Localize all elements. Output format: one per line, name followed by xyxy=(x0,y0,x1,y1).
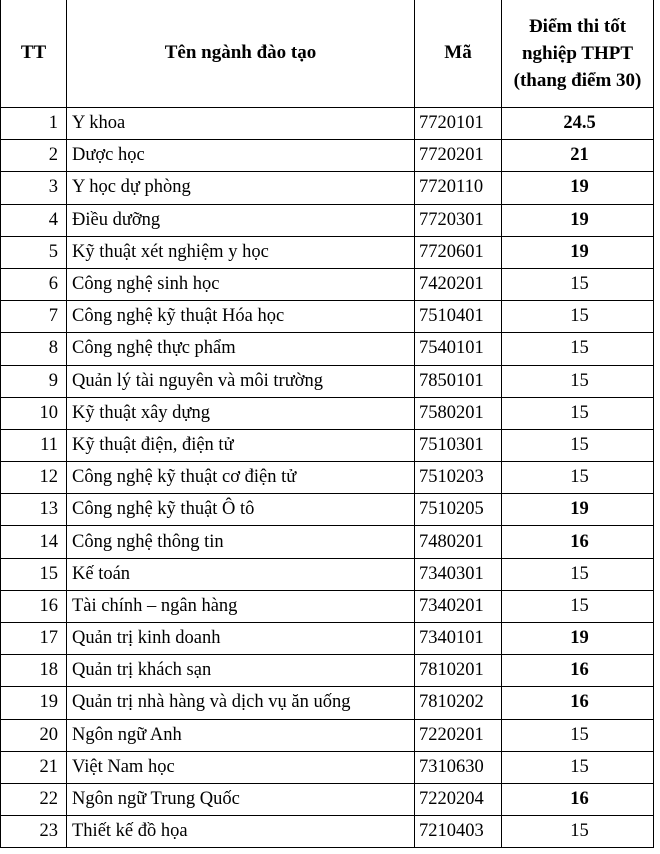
admission-score: 15 xyxy=(502,268,654,300)
table-row xyxy=(1,365,654,397)
row-number: 16 xyxy=(1,590,67,622)
major-code: 7720110 xyxy=(415,172,502,204)
table-row xyxy=(1,687,654,719)
admission-score: 15 xyxy=(502,816,654,848)
table-row xyxy=(1,140,654,172)
major-code: 7720301 xyxy=(415,204,502,236)
admission-score: 21 xyxy=(502,140,654,172)
row-number: 12 xyxy=(1,462,67,494)
admission-score: 19 xyxy=(502,204,654,236)
row-number: 15 xyxy=(1,558,67,590)
row-number: 11 xyxy=(1,429,67,461)
admission-score: 15 xyxy=(502,462,654,494)
major-code: 7510301 xyxy=(415,429,502,461)
admission-score: 19 xyxy=(502,494,654,526)
major-name: Điều dưỡng xyxy=(67,204,415,236)
major-code: 7510401 xyxy=(415,301,502,333)
major-name: Kỹ thuật điện, điện tử xyxy=(67,429,415,461)
admission-score: 16 xyxy=(502,783,654,815)
table-row xyxy=(1,526,654,558)
major-code: 7720201 xyxy=(415,140,502,172)
major-code: 7720601 xyxy=(415,236,502,268)
admission-score: 19 xyxy=(502,172,654,204)
admission-score: 15 xyxy=(502,558,654,590)
major-code: 7540101 xyxy=(415,333,502,365)
table-row xyxy=(1,333,654,365)
major-code: 7480201 xyxy=(415,526,502,558)
major-code: 7220204 xyxy=(415,783,502,815)
table-row xyxy=(1,558,654,590)
admission-score: 15 xyxy=(502,751,654,783)
header-row xyxy=(1,0,654,108)
table-row xyxy=(1,494,654,526)
row-number: 20 xyxy=(1,719,67,751)
major-code: 7720101 xyxy=(415,108,502,140)
major-name: Thiết kế đồ họa xyxy=(67,816,415,848)
table-row xyxy=(1,268,654,300)
table-header xyxy=(1,0,654,108)
major-code: 7510203 xyxy=(415,462,502,494)
major-name: Quản trị nhà hàng và dịch vụ ăn uống xyxy=(67,687,415,719)
admission-score: 24.5 xyxy=(502,108,654,140)
row-number: 5 xyxy=(1,236,67,268)
table-row xyxy=(1,655,654,687)
table-body xyxy=(1,108,654,848)
row-number: 6 xyxy=(1,268,67,300)
major-name: Quản trị khách sạn xyxy=(67,655,415,687)
row-number: 1 xyxy=(1,108,67,140)
admission-score: 15 xyxy=(502,719,654,751)
admission-score: 15 xyxy=(502,590,654,622)
major-code: 7340201 xyxy=(415,590,502,622)
major-code: 7810202 xyxy=(415,687,502,719)
admission-score: 19 xyxy=(502,623,654,655)
major-code: 7210403 xyxy=(415,816,502,848)
admission-score: 16 xyxy=(502,655,654,687)
table-row xyxy=(1,172,654,204)
row-number: 3 xyxy=(1,172,67,204)
row-number: 9 xyxy=(1,365,67,397)
major-code: 7810201 xyxy=(415,655,502,687)
table-row xyxy=(1,204,654,236)
row-number: 23 xyxy=(1,816,67,848)
major-code: 7420201 xyxy=(415,268,502,300)
table-row xyxy=(1,429,654,461)
major-name: Quản trị kinh doanh xyxy=(67,623,415,655)
table-row xyxy=(1,719,654,751)
major-code: 7580201 xyxy=(415,397,502,429)
major-name: Ngôn ngữ Anh xyxy=(67,719,415,751)
row-number: 13 xyxy=(1,494,67,526)
table-row xyxy=(1,623,654,655)
major-code: 7310630 xyxy=(415,751,502,783)
row-number: 14 xyxy=(1,526,67,558)
admission-score: 16 xyxy=(502,526,654,558)
major-name: Dược học xyxy=(67,140,415,172)
admission-score: 15 xyxy=(502,333,654,365)
admission-score: 19 xyxy=(502,236,654,268)
table-row xyxy=(1,816,654,848)
admission-score: 15 xyxy=(502,429,654,461)
major-name: Việt Nam học xyxy=(67,751,415,783)
row-number: 10 xyxy=(1,397,67,429)
row-number: 17 xyxy=(1,623,67,655)
table-row xyxy=(1,108,654,140)
table-row xyxy=(1,397,654,429)
table-row xyxy=(1,783,654,815)
row-number: 7 xyxy=(1,301,67,333)
major-name: Công nghệ kỹ thuật Ô tô xyxy=(67,494,415,526)
admission-score: 15 xyxy=(502,365,654,397)
major-name: Y khoa xyxy=(67,108,415,140)
table-row xyxy=(1,590,654,622)
header-major-name: Tên ngành đào tạo xyxy=(67,0,415,108)
major-name: Kỹ thuật xây dựng xyxy=(67,397,415,429)
row-number: 18 xyxy=(1,655,67,687)
major-name: Tài chính – ngân hàng xyxy=(67,590,415,622)
row-number: 4 xyxy=(1,204,67,236)
major-code: 7850101 xyxy=(415,365,502,397)
admission-score: 16 xyxy=(502,687,654,719)
major-name: Công nghệ thông tin xyxy=(67,526,415,558)
row-number: 8 xyxy=(1,333,67,365)
table-row xyxy=(1,301,654,333)
row-number: 19 xyxy=(1,687,67,719)
table-row xyxy=(1,751,654,783)
major-code: 7340301 xyxy=(415,558,502,590)
major-code: 7220201 xyxy=(415,719,502,751)
major-name: Y học dự phòng xyxy=(67,172,415,204)
table-row xyxy=(1,236,654,268)
header-tt: TT xyxy=(1,0,67,108)
major-name: Quản lý tài nguyên và môi trường xyxy=(67,365,415,397)
major-code: 7340101 xyxy=(415,623,502,655)
row-number: 2 xyxy=(1,140,67,172)
major-name: Công nghệ kỹ thuật Hóa học xyxy=(67,301,415,333)
major-name: Ngôn ngữ Trung Quốc xyxy=(67,783,415,815)
header-major-code: Mã xyxy=(415,0,502,108)
admission-score: 15 xyxy=(502,301,654,333)
row-number: 21 xyxy=(1,751,67,783)
row-number: 22 xyxy=(1,783,67,815)
admission-score: 15 xyxy=(502,397,654,429)
header-score: Điểm thi tốt nghiệp THPT (thang điểm 30) xyxy=(502,0,654,108)
major-name: Công nghệ thực phẩm xyxy=(67,333,415,365)
major-name: Kế toán xyxy=(67,558,415,590)
major-name: Công nghệ sinh học xyxy=(67,268,415,300)
major-code: 7510205 xyxy=(415,494,502,526)
table-row xyxy=(1,462,654,494)
major-name: Kỹ thuật xét nghiệm y học xyxy=(67,236,415,268)
major-name: Công nghệ kỹ thuật cơ điện tử xyxy=(67,462,415,494)
